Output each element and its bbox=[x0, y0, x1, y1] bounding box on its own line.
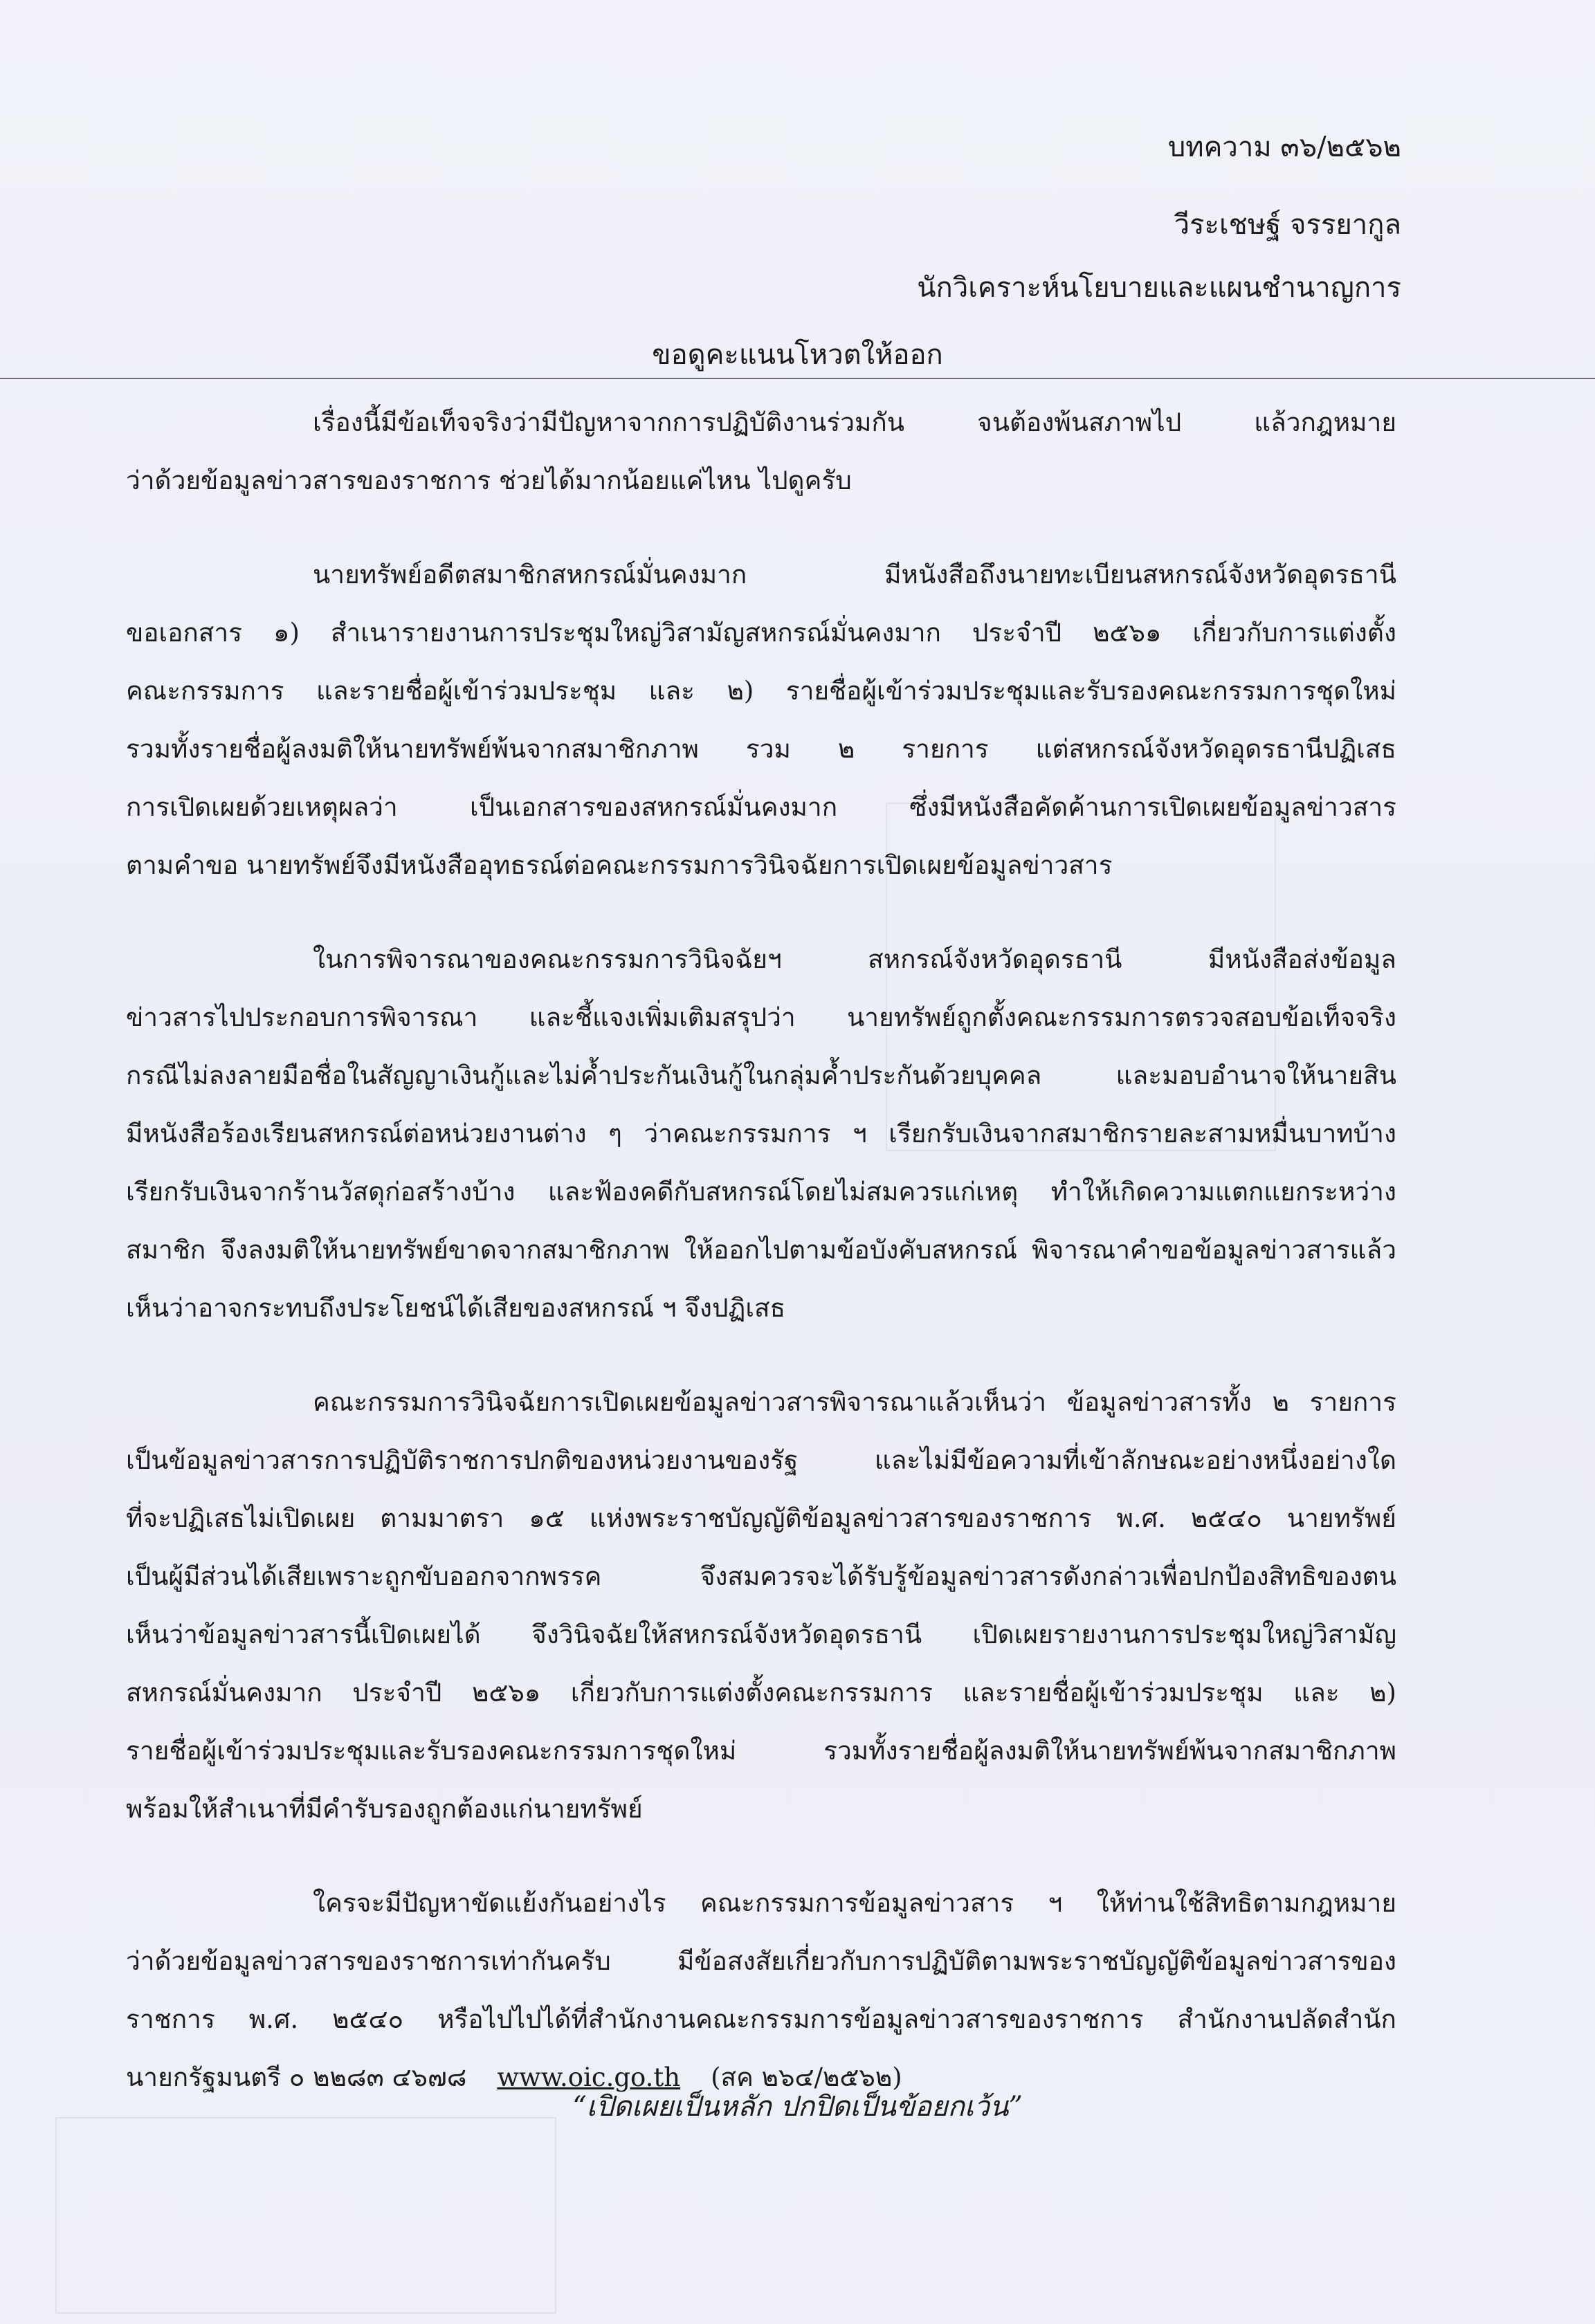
text-line: เห็นว่าอาจกระทบถึงประโยชน์ได้เสียของสหกรณ์ ฯ จึงปฏิเสธ bbox=[126, 1292, 786, 1323]
word: ๒) bbox=[727, 675, 754, 706]
word: มีข้อสงสัยเกี่ยวกับการปฏิบัติตามพระราชบัญญัติข้อมูลข่าวสารของ bbox=[677, 1946, 1396, 1976]
word: และ bbox=[648, 675, 695, 706]
word: ๒๕๖๑ bbox=[471, 1677, 541, 1708]
word: รายชื่อผู้เข้าร่วมประชุมและรับรองคณะกรรมการชุดใหม่ bbox=[126, 1735, 737, 1766]
word: กรณีไม่ลงลายมือชื่อในสัญญาเงินกู้และไม่ค้ำประกันเงินกู้ในกลุ่มค้ำประกันด้วยบุคคล bbox=[126, 1060, 1042, 1090]
word: ในการพิจารณาของคณะกรรมการวินิจฉัยฯ bbox=[313, 944, 782, 974]
word: ว่าคณะกรรมการ bbox=[644, 1118, 831, 1149]
slogan: “เปิดเผยเป็นหลัก ปกปิดเป็นข้อยกเว้น” bbox=[572, 2091, 1023, 2123]
word: ทำให้เกิดความแตกแยกระหว่าง bbox=[1050, 1176, 1396, 1207]
word: นายทรัพย์อดีตสมาชิกสหกรณ์มั่นคงมาก bbox=[313, 559, 747, 589]
word: ประจำปี bbox=[972, 617, 1062, 648]
word: พ.ศ. bbox=[248, 2004, 299, 2034]
word: มีหนังสือร้องเรียนสหกรณ์ต่อหน่วยงานต่าง bbox=[126, 1118, 587, 1149]
word: เป็นเอกสารของสหกรณ์มั่นคงมาก bbox=[469, 792, 838, 822]
word: ๒๕๔๐ bbox=[332, 2004, 404, 2034]
bleed-through-box bbox=[55, 2117, 556, 2314]
word: เป็นผู้มีส่วนได้เสียเพราะถูกขับออกจากพรรค bbox=[126, 1561, 602, 1591]
word: หรือไปไปได้ที่สำนักงานคณะกรรมการข้อมูลข่าวสารของราชการ bbox=[437, 2004, 1144, 2034]
word: ๑) bbox=[273, 617, 300, 648]
divider bbox=[0, 378, 1595, 379]
word: คณะกรรมการข้อมูลข่าวสาร bbox=[700, 1887, 1014, 1918]
author-position: นักวิเคราะห์นโยบายและแผนชำนาญการ bbox=[917, 272, 1401, 304]
word: ๒๕๖๑ bbox=[1093, 617, 1162, 648]
text-line bbox=[126, 545, 1396, 603]
text-line bbox=[126, 1104, 1396, 1162]
word: ให้ท่านใช้สิทธิตามกฎหมาย bbox=[1096, 1887, 1396, 1918]
word: เรียกรับเงินจากร้านวัสดุก่อสร้างบ้าง bbox=[126, 1176, 516, 1207]
text-line bbox=[126, 1990, 1396, 2048]
text-line bbox=[126, 393, 1396, 451]
word: ๒) bbox=[1369, 1677, 1396, 1708]
word: ๆ bbox=[608, 1118, 622, 1149]
text-line bbox=[126, 603, 1396, 661]
word: มีหนังสือส่งข้อมูล bbox=[1207, 944, 1396, 974]
word: คณะกรรมการ bbox=[126, 675, 284, 706]
word: ฯ bbox=[1048, 1887, 1063, 1918]
word: เกี่ยวกับการแต่งตั้ง bbox=[1192, 617, 1396, 648]
text-line bbox=[126, 1874, 1396, 1932]
text-line bbox=[126, 1605, 1396, 1663]
text-line bbox=[126, 1431, 1396, 1489]
word: และรายชื่อผู้เข้าร่วมประชุม bbox=[316, 675, 617, 706]
word: และชี้แจงเพิ่มเติมสรุปว่า bbox=[529, 1002, 796, 1032]
word: มีหนังสือถึงนายทะเบียนสหกรณ์จังหวัดอุดรธานี bbox=[884, 559, 1396, 589]
word: ราชการ bbox=[126, 2004, 215, 2034]
text-line: ตามคำขอ นายทรัพย์จึงมีหนังสืออุทธรณ์ต่อคณะกรรมการวินิจฉัยการเปิดเผยข้อมูลข่าวสาร bbox=[126, 850, 1113, 880]
word: เรียกรับเงินจากสมาชิกรายละสามหมื่นบาทบ้าง bbox=[888, 1118, 1396, 1149]
word: รายการ bbox=[1309, 1387, 1396, 1417]
word: จึงวินิจฉัยให้สหกรณ์จังหวัดอุดรธานี bbox=[531, 1619, 922, 1649]
word: สหกรณ์มั่นคงมาก bbox=[126, 1677, 322, 1708]
word: ที่จะปฏิเสธไม่เปิดเผย bbox=[126, 1503, 356, 1533]
word: ใครจะมีปัญหาขัดแย้งกันอย่างไร bbox=[313, 1887, 666, 1918]
text-line bbox=[126, 930, 1396, 988]
website-link[interactable]: www.oic.go.th bbox=[497, 2062, 681, 2092]
contact-phone: นายกรัฐมนตรี ๐ ๒๒๘๓ ๔๖๗๘ bbox=[126, 2062, 467, 2092]
text-line bbox=[126, 1046, 1396, 1104]
word: จึงลงมติให้นายทรัพย์ขาดจากสมาชิกภาพ bbox=[220, 1234, 670, 1265]
word: จึงสมควรจะได้รับรู้ข้อมูลข่าวสารดังกล่าวเพื่อปกป้องสิทธิของตน bbox=[700, 1561, 1396, 1591]
word: แล้วกฎหมาย bbox=[1254, 407, 1396, 437]
word: แต่สหกรณ์จังหวัดอุดรธานีปฏิเสธ bbox=[1035, 733, 1396, 764]
word: และไม่มีข้อความที่เข้าลักษณะอย่างหนึ่งอย่างใด bbox=[874, 1445, 1396, 1475]
paragraph-2 bbox=[126, 545, 1396, 894]
text-line bbox=[126, 778, 1396, 836]
word: ๒ bbox=[1272, 1387, 1289, 1417]
text-line bbox=[126, 661, 1396, 720]
word: เรื่องนี้มีข้อเท็จจริงว่ามีปัญหาจากการปฏิบัติงานร่วมกัน bbox=[313, 407, 905, 437]
word: ซึ่งมีหนังสือคัดค้านการเปิดเผยข้อมูลข่าวสาร bbox=[909, 792, 1396, 822]
word: การเปิดเผยด้วยเหตุผลว่า bbox=[126, 792, 398, 822]
word: ตามมาตรา bbox=[380, 1503, 504, 1533]
text-line bbox=[126, 720, 1396, 778]
word: รายการ bbox=[902, 733, 989, 764]
word: พิจารณาคำขอข้อมูลข่าวสารแล้ว bbox=[1032, 1234, 1396, 1265]
word: ข่าวสารไปประกอบการพิจารณา bbox=[126, 1002, 478, 1032]
text-line: พร้อมให้สำเนาที่มีคำรับรองถูกต้องแก่นายทรัพย์ bbox=[126, 1793, 643, 1824]
paragraph-4 bbox=[126, 1373, 1396, 1838]
word: ฯ bbox=[852, 1118, 867, 1149]
word: ประจำปี bbox=[352, 1677, 442, 1708]
text-line bbox=[126, 988, 1396, 1046]
text-line bbox=[126, 1373, 1396, 1431]
word: และ bbox=[1293, 1677, 1340, 1708]
text-line bbox=[126, 1932, 1396, 1990]
text-line bbox=[126, 1162, 1396, 1220]
word: เห็นว่าข้อมูลข่าวสารนี้เปิดเผยได้ bbox=[126, 1619, 481, 1649]
word: ให้ออกไปตามข้อบังคับสหกรณ์ bbox=[684, 1234, 1018, 1265]
text-line: ว่าด้วยข้อมูลข่าวสารของราชการ ช่วยได้มากน้อยแค่ไหน ไปดูครับ bbox=[126, 465, 852, 495]
paragraph-5 bbox=[126, 1874, 1396, 2106]
page-title: ขอดูคะแนนโหวตให้ออก bbox=[652, 339, 943, 371]
paragraph-3 bbox=[126, 930, 1396, 1337]
word: รายชื่อผู้เข้าร่วมประชุมและรับรองคณะกรรมการชุดใหม่ bbox=[785, 675, 1396, 706]
author-name: วีระเชษฐ์ จรรยากูล bbox=[1174, 209, 1401, 241]
word: รวม bbox=[745, 733, 791, 764]
text-line bbox=[126, 1721, 1396, 1779]
word: นายทรัพย์ถูกตั้งคณะกรรมการตรวจสอบข้อเท็จจริง bbox=[846, 1002, 1396, 1032]
word: ๒ bbox=[837, 733, 855, 764]
word: เปิดเผยรายงานการประชุมใหญ่วิสามัญ bbox=[972, 1619, 1396, 1649]
word: พ.ศ. bbox=[1116, 1503, 1166, 1533]
word: สำนักงานปลัดสำนัก bbox=[1177, 2004, 1396, 2034]
text-line bbox=[126, 1547, 1396, 1605]
article-number: บทความ ๓๖/๒๕๖๒ bbox=[1167, 131, 1401, 163]
text-line bbox=[126, 1220, 1396, 1279]
word: และรายชื่อผู้เข้าร่วมประชุม bbox=[963, 1677, 1264, 1708]
reference-code: (สค ๒๖๔/๒๕๖๒) bbox=[711, 2062, 902, 2092]
word: สหกรณ์จังหวัดอุดรธานี bbox=[868, 944, 1122, 974]
word: ๒๕๔๐ bbox=[1190, 1503, 1262, 1533]
word: ขอเอกสาร bbox=[126, 617, 243, 648]
word: แห่งพระราชบัญญัติข้อมูลข่าวสารของราชการ bbox=[589, 1503, 1092, 1533]
word: และมอบอำนาจให้นายสิน bbox=[1115, 1060, 1396, 1090]
text-line bbox=[126, 1489, 1396, 1547]
article-body bbox=[126, 393, 1396, 2142]
word: จนต้องพ้นสภาพไป bbox=[977, 407, 1182, 437]
word: ข้อมูลข่าวสารทั้ง bbox=[1066, 1387, 1252, 1417]
word: นายทรัพย์ bbox=[1286, 1503, 1396, 1533]
word: ๑๕ bbox=[529, 1503, 565, 1533]
word: และฟ้องคดีกับสหกรณ์โดยไม่สมควรแก่เหตุ bbox=[547, 1176, 1019, 1207]
word: รวมทั้งรายชื่อผู้ลงมติให้นายทรัพย์พ้นจากสมาชิกภาพ bbox=[823, 1735, 1396, 1766]
word: เกี่ยวกับการแต่งตั้งคณะกรรมการ bbox=[570, 1677, 933, 1708]
word: เป็นข้อมูลข่าวสารการปฏิบัติราชการปกติของหน่วยงานของรัฐ bbox=[126, 1445, 799, 1475]
word: รวมทั้งรายชื่อผู้ลงมติให้นายทรัพย์พ้นจากสมาชิกภาพ bbox=[126, 733, 699, 764]
word: สมาชิก bbox=[126, 1234, 206, 1265]
text-line bbox=[126, 1663, 1396, 1721]
word: คณะกรรมการวินิจฉัยการเปิดเผยข้อมูลข่าวสารพิจารณาแล้วเห็นว่า bbox=[313, 1387, 1047, 1417]
word: ว่าด้วยข้อมูลข่าวสารของราชการเท่ากันครับ bbox=[126, 1946, 611, 1976]
word: สำเนารายงานการประชุมใหญ่วิสามัญสหกรณ์มั่นคงมาก bbox=[330, 617, 941, 648]
paragraph-1 bbox=[126, 393, 1396, 509]
